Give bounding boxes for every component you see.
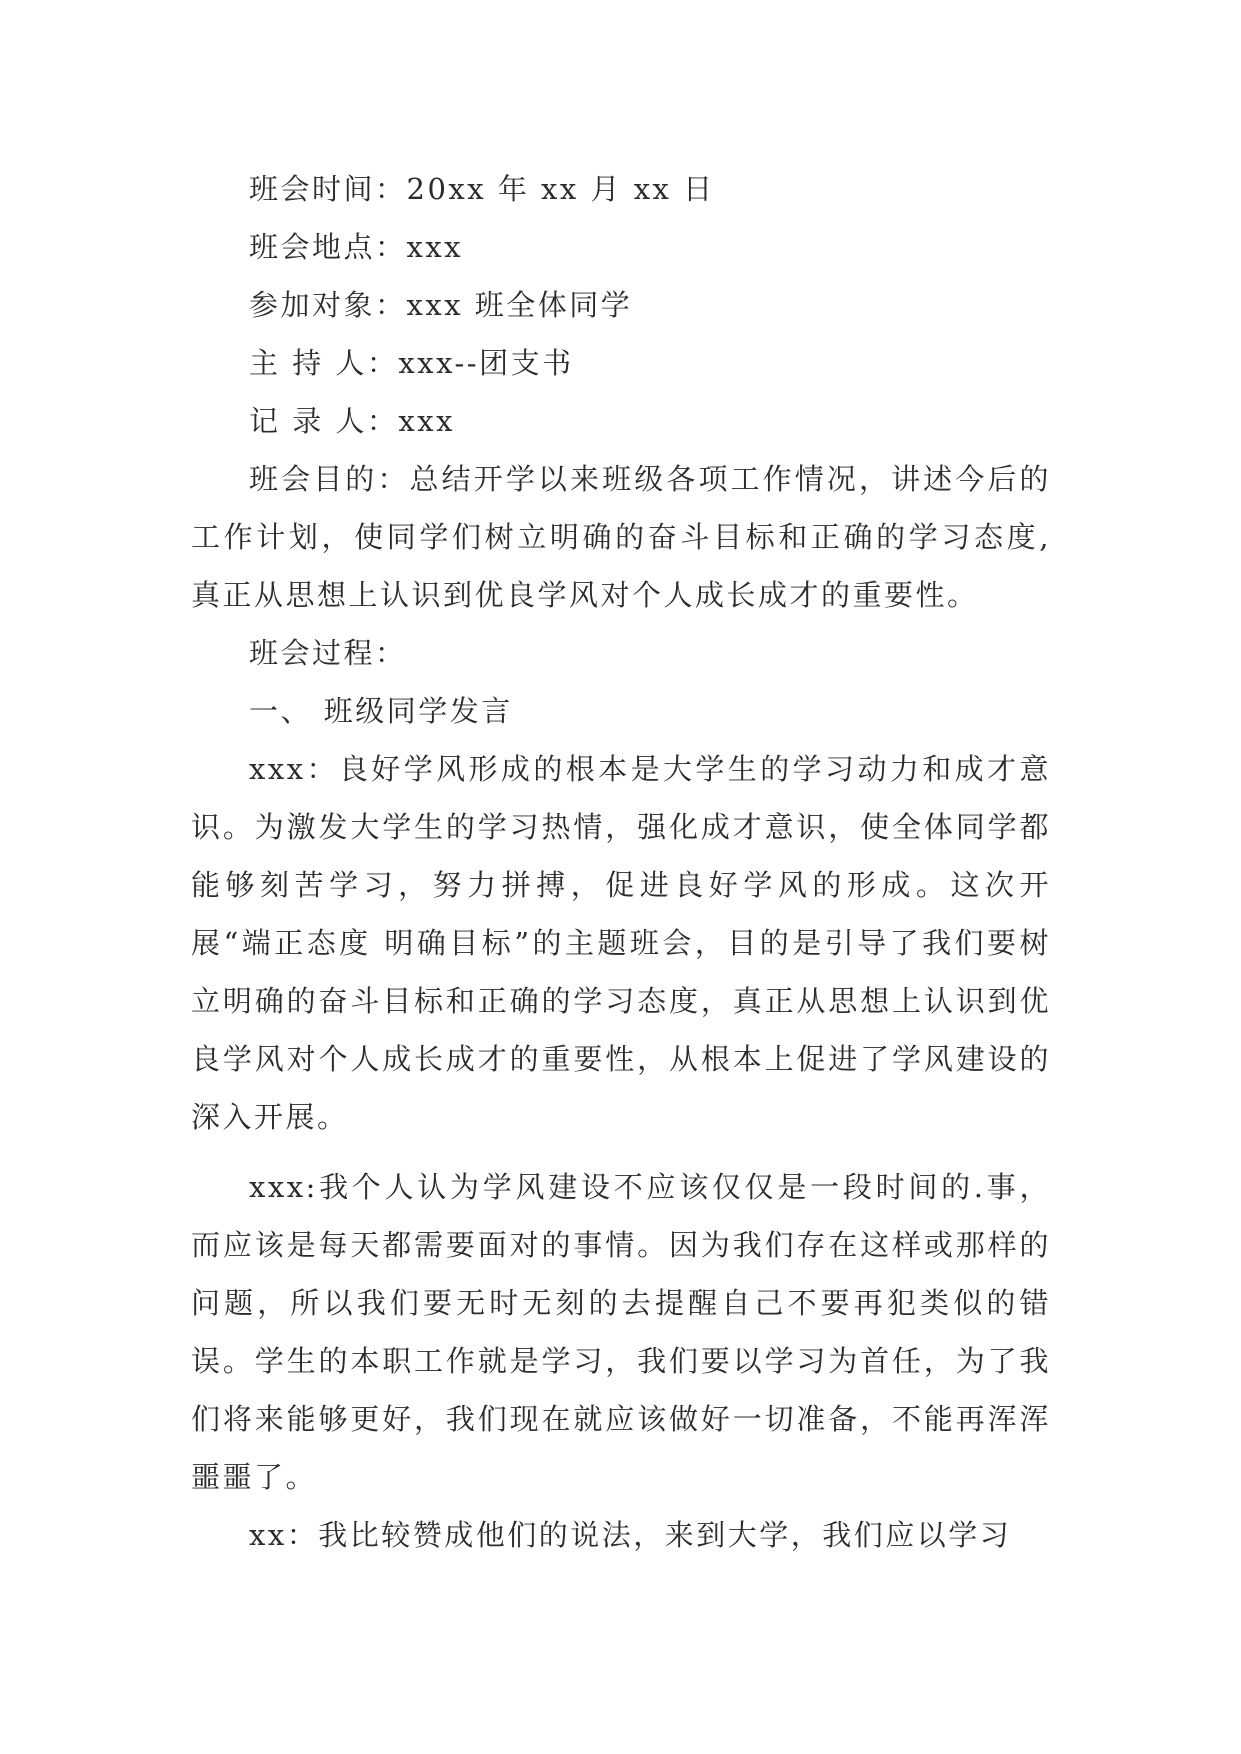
meeting-purpose: 班会目的：总结开学以来班级各项工作情况，讲述今后的工作计划，使同学们树立明确的奋斗目标和正确的学习态度,真正从思想上认识到优良学风对个人成长成才的重要性。 — [191, 462, 1051, 612]
meeting-recorder: 记 录 人：xxx — [249, 404, 456, 438]
process-label: 班会过程： — [249, 636, 407, 670]
meeting-host: 主 持 人：xxx--团支书 — [249, 346, 574, 380]
speech-paragraph: xx：我比较赞成他们的说法，来到大学，我们应以学习 — [249, 1518, 1012, 1552]
meeting-participants: 参加对象：xxx 班全体同学 — [249, 288, 633, 322]
meeting-time: 班会时间：20xx 年 xx 月 xx 日 — [249, 172, 715, 206]
document-body — [191, 160, 1051, 1564]
meeting-location: 班会地点：xxx — [249, 230, 464, 264]
speech-paragraph: xxx:我个人认为学风建设不应该仅仅是一段时间的.事，而应该是每天都需要面对的事情。因为我们存在这样或那样的问题，所以我们要无时无刻的去提醒自己不要再犯类似的错误。学生的本职工作就是学习，我们要以学习为首任，为了我们将来能够更好，我们现在就应该做好一切准备，不能再浑浑噩噩了。 — [191, 1170, 1051, 1494]
speech-paragraph: xxx：良好学风形成的根本是大学生的学习动力和成才意识。为激发大学生的学习热情，强化成才意识，使全体同学都能够刻苦学习，努力拼搏，促进良好学风的形成。这次开展“端正态度 明确目标”的主题班会，目的是引导了我们要树立明确的奋斗目标和正确的学习态度，真正从思想上认识到优良学风对个人成长成才的重要性，从根本上促进了学风建设的深入开展。 — [191, 752, 1051, 1134]
paragraph-gap — [191, 1146, 1051, 1158]
section-heading: 一、 班级同学发言 — [249, 694, 513, 728]
